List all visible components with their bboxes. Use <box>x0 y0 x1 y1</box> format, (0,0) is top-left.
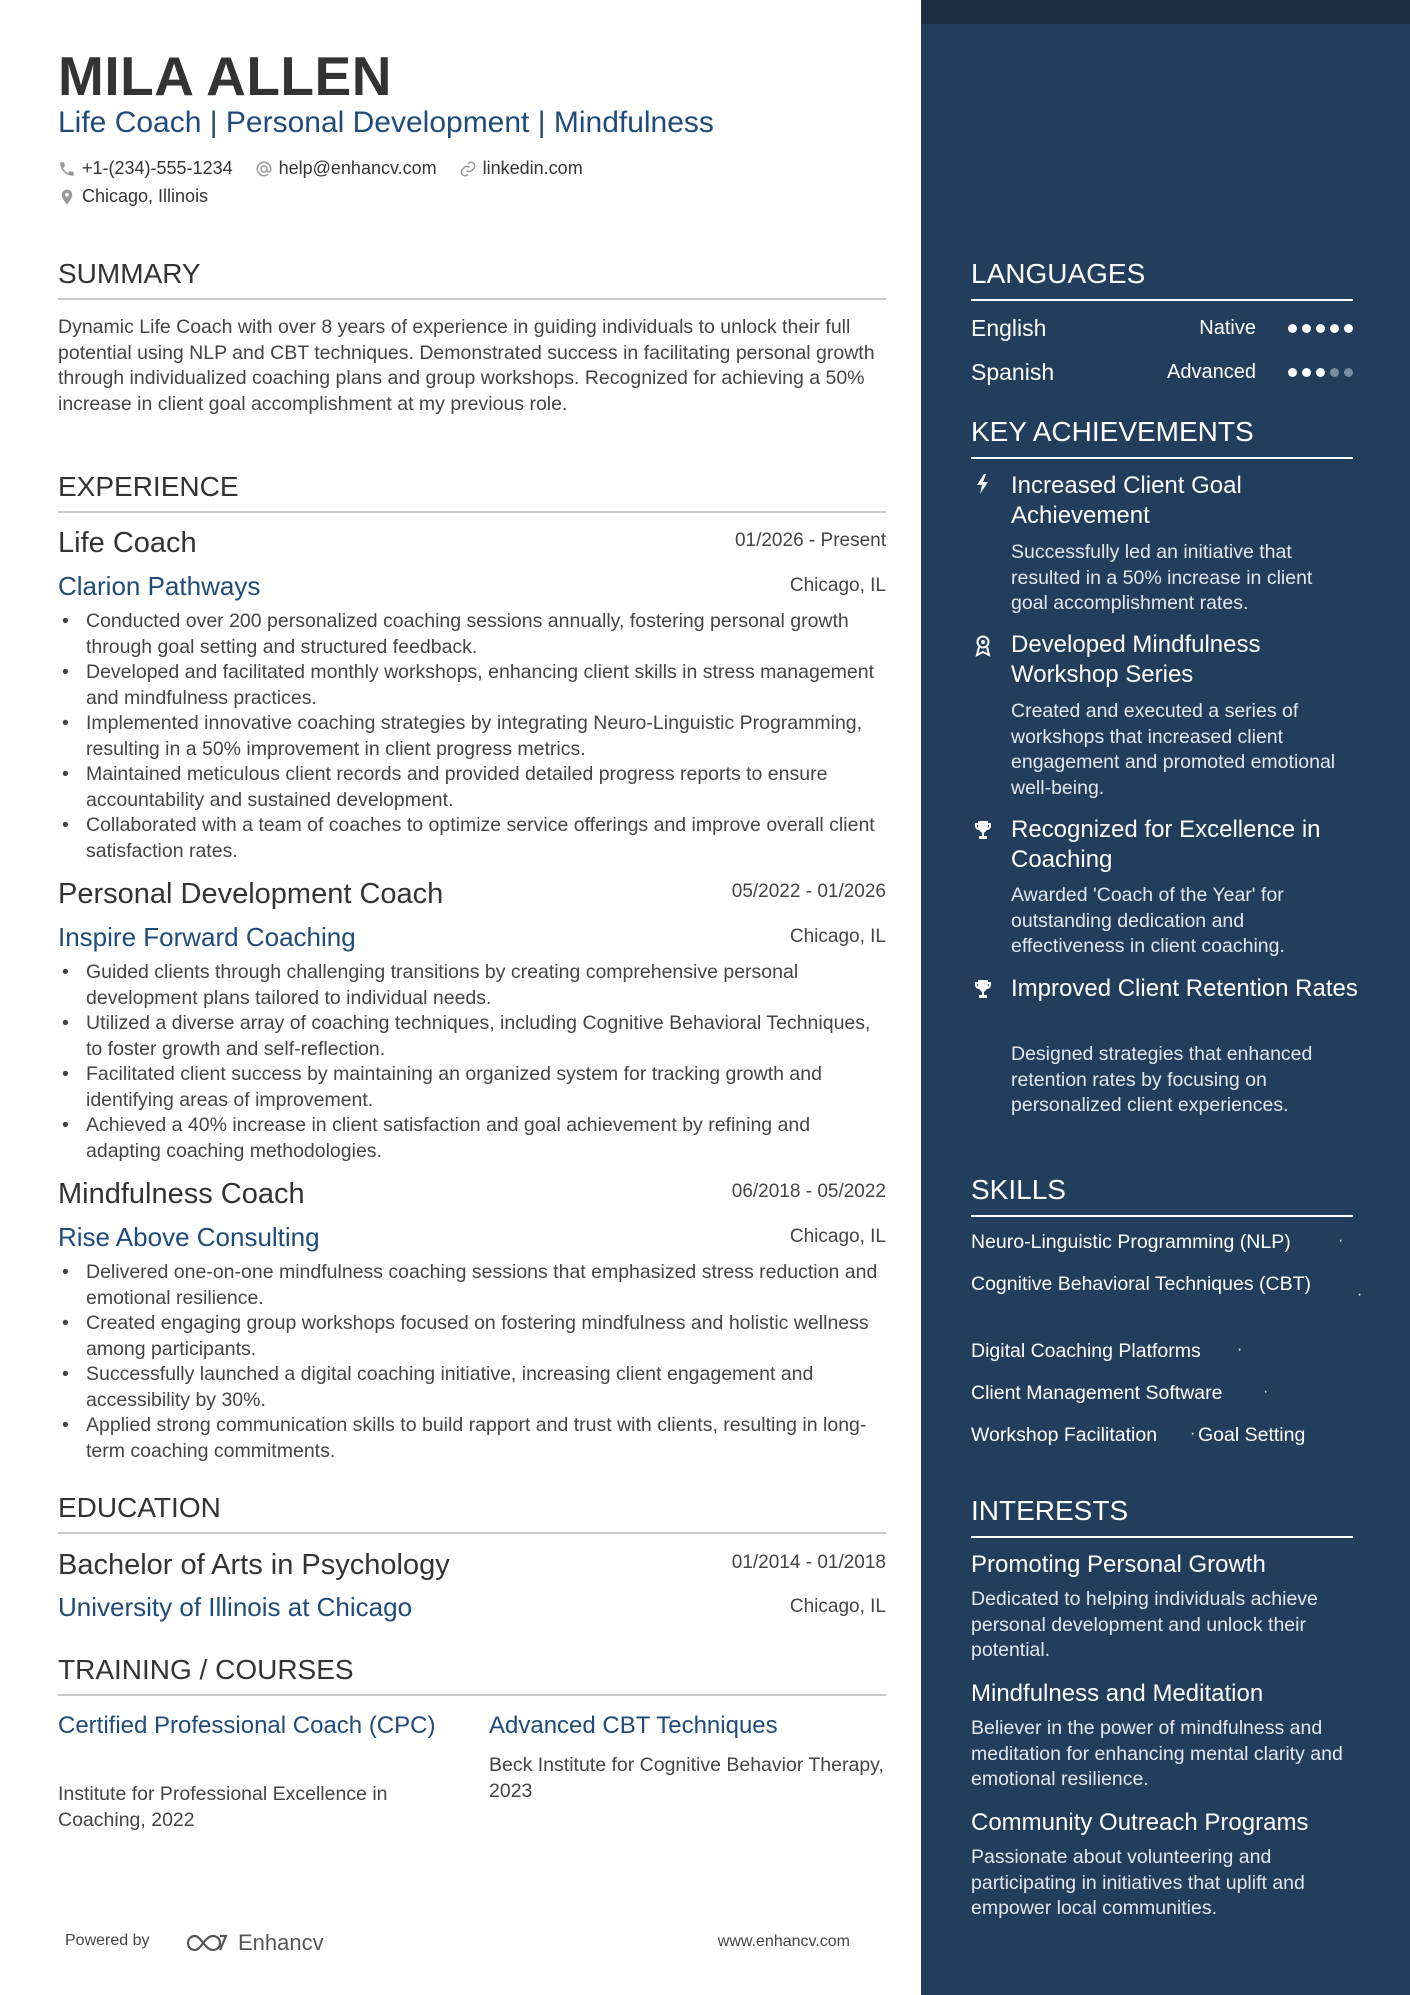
email-link[interactable]: help@enhancv.com <box>278 158 437 178</box>
achievement-desc: Awarded 'Coach of the Year' for outstanding dedication and effectiveness in client coaching. <box>1011 884 1285 957</box>
education-heading: EDUCATION <box>58 1492 886 1534</box>
company-name: Clarion Pathways <box>58 571 261 601</box>
bullet-item: • Developed and facilitated monthly workshops, enhancing client skills in stress management and mindfulness practices. <box>58 660 886 711</box>
job-location: Chicago, IL <box>789 575 886 596</box>
language-rating <box>1288 368 1353 377</box>
phone-item <box>58 158 233 179</box>
skill-item: Goal Setting <box>1198 1424 1306 1446</box>
candidate-name: MILA ALLEN <box>58 45 392 107</box>
location-item <box>58 186 208 207</box>
link-icon <box>459 160 477 178</box>
skill-item: Neuro-Linguistic Programming (NLP) <box>971 1231 1291 1253</box>
school-name: University of Illinois at Chicago <box>58 1592 413 1622</box>
education-dates: 01/2014 - 01/2018 <box>731 1552 886 1573</box>
achievement-title: Improved Client Retention Rates <box>1011 975 1358 1002</box>
bullet-item: • Successfully launched a digital coaching initiative, increasing client engagement and accessibility by 30%. <box>58 1362 886 1413</box>
skill-item: Workshop Facilitation <box>971 1424 1158 1446</box>
job-bullets <box>58 960 886 1164</box>
job-bullets <box>58 1260 886 1464</box>
company-name: Inspire Forward Coaching <box>58 922 356 952</box>
lightning-icon <box>971 472 995 496</box>
skill-item: Digital Coaching Platforms <box>971 1340 1201 1362</box>
achievement-desc: Created and executed a series of workshops that increased client engagement and promoted emotional well-being. <box>1011 700 1336 799</box>
course-desc: Beck Institute for Cognitive Behavior Therapy, 2023 <box>489 1754 884 1802</box>
skill-separator: · <box>1357 1286 1363 1303</box>
languages-heading: LANGUAGES <box>971 258 1353 301</box>
interest-title: Mindfulness and Meditation <box>971 1680 1264 1707</box>
rating-dot-filled <box>1344 324 1353 333</box>
language-rating <box>1288 324 1353 333</box>
bullet-item: • Collaborated with a team of coaches to optimize service offerings and improve overall client satisfaction rates. <box>58 813 886 864</box>
summary-text: Dynamic Life Coach with over 8 years of experience in guiding individuals to unlock their full potential using NLP and CBT techniques. Demonstrated success in facilitating personal growth through individualized coaching plans and group workshops. Recognized for achieving a 50% increase in client goal accomplishment at my previous role. <box>58 316 875 415</box>
training-heading: TRAINING / COURSES <box>58 1654 886 1696</box>
achievement-title: Increased Client Goal Achievement <box>1011 472 1242 529</box>
achievement-desc: Designed strategies that enhanced retention rates by focusing on personalized client experiences. <box>1011 1043 1313 1116</box>
enhancv-logo[interactable] <box>184 1930 324 1956</box>
job-title: Personal Development Coach <box>58 878 444 910</box>
interest-title: Promoting Personal Growth <box>971 1551 1266 1578</box>
skill-item: Client Management Software <box>971 1382 1223 1404</box>
rating-dot-filled <box>1302 368 1311 377</box>
degree-title: Bachelor of Arts in Psychology <box>58 1549 450 1581</box>
interest-desc: Passionate about volunteering and participating in initiatives that uplift and empower local communities. <box>971 1846 1305 1919</box>
job-dates: 05/2022 - 01/2026 <box>731 881 886 902</box>
bullet-item: • Created engaging group workshops focused on fostering mindfulness and holistic wellness among participants. <box>58 1311 886 1362</box>
location-text: Chicago, Illinois <box>82 186 209 206</box>
rating-dot-empty <box>1330 368 1339 377</box>
achievement-title: Developed Mindfulness Workshop Series <box>1011 631 1261 688</box>
rating-dot-filled <box>1288 368 1297 377</box>
job-dates: 01/2026 - Present <box>734 530 886 551</box>
rating-dot-filled <box>1288 324 1297 333</box>
skill-separator: · <box>1338 1232 1344 1249</box>
course-title: Advanced CBT Techniques <box>489 1712 778 1739</box>
achievement-title: Recognized for Excellence in Coaching <box>1011 816 1321 873</box>
rating-dot-filled <box>1302 324 1311 333</box>
bullet-item: • Implemented innovative coaching strategies by integrating Neuro-Linguistic Programming, resulting in a 50% improvement in client progress metrics. <box>58 711 886 762</box>
skill-item: Cognitive Behavioral Techniques (CBT) <box>971 1273 1311 1295</box>
rating-dot-empty <box>1344 368 1353 377</box>
map-pin-icon <box>58 188 76 206</box>
bullet-item: • Applied strong communication skills to build rapport and trust with clients, resulting in long-term coaching commitments. <box>58 1413 886 1464</box>
trophy-icon <box>971 818 995 842</box>
job-dates: 06/2018 - 05/2022 <box>731 1181 886 1202</box>
linkedin-item[interactable] <box>459 158 583 179</box>
rating-dot-filled <box>1330 324 1339 333</box>
bullet-item: • Conducted over 200 personalized coaching sessions annually, fostering personal growth through goal setting and structured feedback. <box>58 609 886 660</box>
phone-text: +1-(234)-555-1234 <box>82 158 233 178</box>
sidebar <box>921 0 1410 1995</box>
interests-heading: INTERESTS <box>971 1495 1353 1538</box>
education-location: Chicago, IL <box>789 1596 886 1617</box>
course-title: Certified Professional Coach (CPC) <box>58 1712 436 1739</box>
job-location: Chicago, IL <box>789 1226 886 1247</box>
bullet-item: • Maintained meticulous client records and provided detailed progress reports to ensure accountability and sustained development. <box>58 762 886 813</box>
rating-dot-filled <box>1316 368 1325 377</box>
job-bullets <box>58 609 886 864</box>
language-level: Native <box>1199 316 1256 339</box>
infinity-logo-icon <box>184 1931 230 1955</box>
skills-heading: SKILLS <box>971 1174 1353 1217</box>
course-desc: Institute for Professional Excellence in Coaching, 2022 <box>58 1783 388 1831</box>
linkedin-link[interactable]: linkedin.com <box>482 158 583 178</box>
achievements-heading: KEY ACHIEVEMENTS <box>971 416 1353 459</box>
language-level: Advanced <box>1167 360 1256 383</box>
job-location: Chicago, IL <box>789 926 886 947</box>
language-name: Spanish <box>971 358 1055 385</box>
footer-url[interactable]: www.enhancv.com <box>717 1933 850 1950</box>
bullet-item: • Utilized a diverse array of coaching techniques, including Cognitive Behavioral Techniques, to foster growth and self-reflection. <box>58 1011 886 1062</box>
experience-heading: EXPERIENCE <box>58 471 886 513</box>
powered-by-label: Powered by <box>65 1932 150 1949</box>
phone-icon <box>58 160 76 178</box>
skill-separator: · <box>1263 1383 1269 1400</box>
language-name: English <box>971 314 1047 341</box>
company-name: Rise Above Consulting <box>58 1222 320 1252</box>
bullet-item: • Achieved a 40% increase in client satisfaction and goal achievement by refining and adapting coaching methodologies. <box>58 1113 886 1164</box>
location-row <box>58 186 208 207</box>
headline: Life Coach | Personal Development | Mindfulness <box>58 106 714 139</box>
bullet-item: • Delivered one-on-one mindfulness coaching sessions that emphasized stress reduction and emotional resilience. <box>58 1260 886 1311</box>
sidebar-top-strip <box>921 0 1410 24</box>
job-title: Life Coach <box>58 527 197 559</box>
interest-desc: Dedicated to helping individuals achieve personal development and unlock their potential. <box>971 1588 1318 1661</box>
interest-title: Community Outreach Programs <box>971 1809 1309 1836</box>
achievement-desc: Successfully led an initiative that resulted in a 50% increase in client goal accomplishment rates. <box>1011 541 1313 614</box>
interest-desc: Believer in the power of mindfulness and meditation for enhancing mental clarity and emotional resilience. <box>971 1717 1343 1790</box>
rating-dot-filled <box>1316 324 1325 333</box>
brand-name: Enhancv <box>238 1930 324 1955</box>
job-title: Mindfulness Coach <box>58 1178 305 1210</box>
language-row <box>971 357 1353 387</box>
contact-row <box>58 158 583 179</box>
bullet-item: • Guided clients through challenging transitions by creating comprehensive personal development plans tailored to individual needs. <box>58 960 886 1011</box>
medal-icon <box>971 633 995 657</box>
bullet-item: • Facilitated client success by maintaining an organized system for tracking growth and identifying areas of improvement. <box>58 1062 886 1113</box>
skill-separator: · <box>1237 1341 1243 1358</box>
skill-separator: · <box>1190 1425 1196 1442</box>
language-row <box>971 313 1353 343</box>
summary-heading: SUMMARY <box>58 258 886 300</box>
email-item[interactable] <box>255 158 437 179</box>
trophy-icon <box>971 977 995 1001</box>
at-icon <box>255 160 273 178</box>
